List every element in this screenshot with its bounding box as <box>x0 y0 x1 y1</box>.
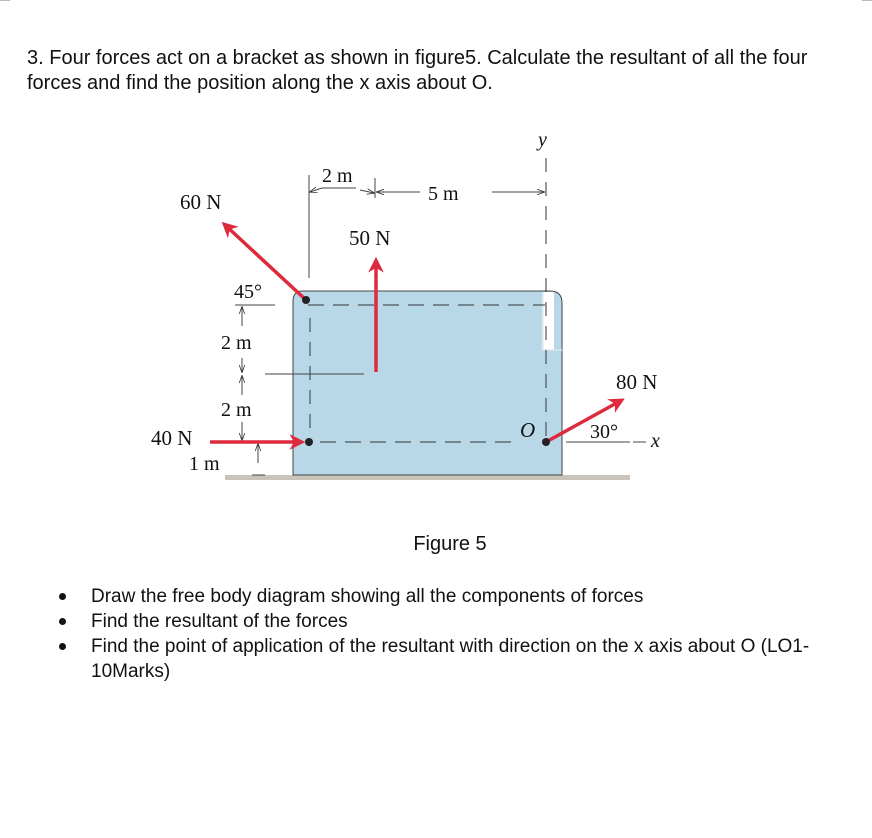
ground-line <box>225 475 630 480</box>
question-text: 3. Four forces act on a bracket as shown in figure5. Calculate the resultant of all the four forces and find the position along the x axis about O. <box>27 47 808 94</box>
angle-45-label: 45° <box>234 281 262 303</box>
bullet-icon <box>59 643 66 650</box>
bullet-icon <box>59 618 66 625</box>
force-40n-label: 40 N <box>151 426 193 450</box>
dim-top-2m-label: 2 m <box>322 165 353 187</box>
list-item <box>55 584 835 609</box>
force-50n-label: 50 N <box>349 226 391 250</box>
dim-2m-arrow-left <box>310 188 322 192</box>
origin-label: O <box>520 418 536 442</box>
task-text: Find the resultant of the forces <box>91 611 348 632</box>
dim-1m-label: 1 m <box>189 453 220 475</box>
bracket-notch <box>542 292 554 350</box>
axis-x-label: x <box>651 430 660 452</box>
bracket-body <box>293 291 562 475</box>
dim-left-lower-2m-label: 2 m <box>221 399 252 421</box>
point-origin <box>542 438 550 446</box>
dim-left-upper-2m-label: 2 m <box>221 332 252 354</box>
force-60n-label: 60 N <box>180 190 222 214</box>
point-40n <box>305 438 313 446</box>
task-list <box>55 584 835 684</box>
figure-caption: Figure 5 <box>413 533 487 555</box>
bullet-icon <box>59 593 66 600</box>
task-text: Draw the free body diagram showing all the components of forces <box>91 586 644 607</box>
point-60n <box>302 296 310 304</box>
dim-2m-arrow-right <box>360 190 374 193</box>
force-80n-label: 80 N <box>616 370 658 394</box>
list-item <box>55 609 835 634</box>
axis-y-label: y <box>538 129 547 151</box>
list-item <box>55 634 835 684</box>
angle-30-label: 30° <box>590 421 618 443</box>
dim-top-5m-label: 5 m <box>428 183 459 205</box>
task-text: Find the point of application of the resultant with direction on the x axis about O (LO1-10Marks) <box>91 636 810 682</box>
